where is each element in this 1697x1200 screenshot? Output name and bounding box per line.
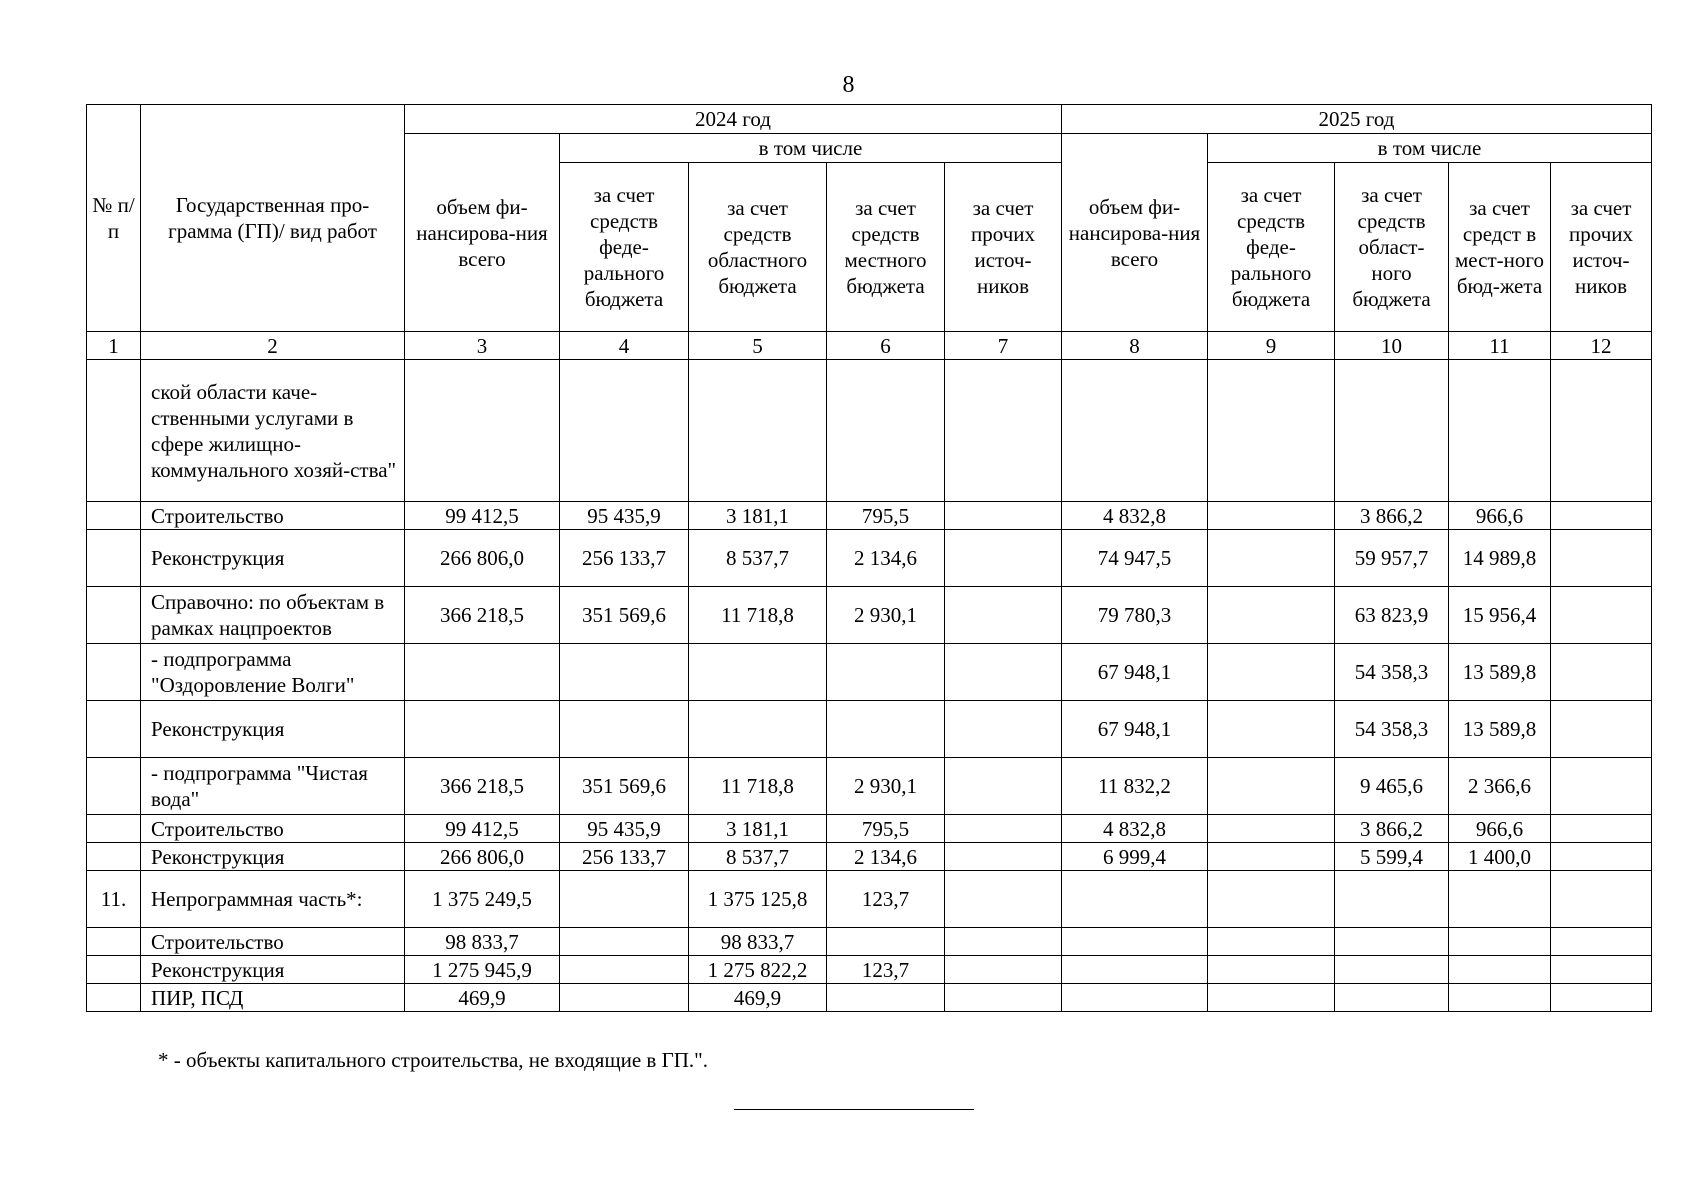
value-cell: 2 930,1 <box>827 587 945 644</box>
table-row <box>87 956 1652 984</box>
value-cell <box>945 644 1062 701</box>
row-name-cell: Справочно: по объектам в рамках нацпроектов <box>141 587 405 644</box>
value-cell <box>560 928 689 956</box>
table-row <box>87 502 1652 530</box>
value-cell <box>827 984 945 1012</box>
value-cell <box>560 644 689 701</box>
header-2025-other: за счет прочих источ-ников <box>1551 163 1652 332</box>
value-cell: 98 833,7 <box>689 928 827 956</box>
table-row <box>87 843 1652 871</box>
value-cell <box>945 587 1062 644</box>
column-number: 10 <box>1335 332 1449 360</box>
value-cell <box>1208 644 1335 701</box>
table-row <box>87 815 1652 843</box>
footnote: * - объекты капитального строительства, не входящие в ГП.". <box>158 1048 708 1072</box>
value-cell: 67 948,1 <box>1062 701 1208 758</box>
value-cell: 256 133,7 <box>560 530 689 587</box>
value-cell: 99 412,5 <box>405 502 560 530</box>
value-cell: 256 133,7 <box>560 843 689 871</box>
value-cell: 266 806,0 <box>405 530 560 587</box>
value-cell: 366 218,5 <box>405 758 560 815</box>
value-cell: 795,5 <box>827 815 945 843</box>
value-cell: 3 866,2 <box>1335 815 1449 843</box>
value-cell <box>1551 530 1652 587</box>
value-cell: 74 947,5 <box>1062 530 1208 587</box>
value-cell <box>945 502 1062 530</box>
value-cell: 3 181,1 <box>689 815 827 843</box>
row-number-cell <box>87 587 141 644</box>
value-cell <box>405 644 560 701</box>
value-cell <box>1335 928 1449 956</box>
value-cell: 98 833,7 <box>405 928 560 956</box>
value-cell: 11 718,8 <box>689 758 827 815</box>
value-cell <box>1208 984 1335 1012</box>
value-cell: 95 435,9 <box>560 815 689 843</box>
value-cell <box>1208 360 1335 502</box>
header-program: Государственная про-грамма (ГП)/ вид работ <box>141 105 405 332</box>
value-cell <box>1208 871 1335 928</box>
row-number-cell <box>87 701 141 758</box>
value-cell <box>945 984 1062 1012</box>
value-cell <box>945 758 1062 815</box>
value-cell <box>1449 871 1551 928</box>
value-cell: 123,7 <box>827 871 945 928</box>
value-cell: 8 537,7 <box>689 530 827 587</box>
header-2024-other: за счет прочих источ-ников <box>945 163 1062 332</box>
row-name-cell: Строительство <box>141 928 405 956</box>
value-cell <box>945 843 1062 871</box>
value-cell <box>1551 928 1652 956</box>
header-2025-federal: за счет средств феде-рального бюджета <box>1208 163 1335 332</box>
column-number: 5 <box>689 332 827 360</box>
column-number: 8 <box>1062 332 1208 360</box>
row-number-cell <box>87 815 141 843</box>
value-cell <box>1062 984 1208 1012</box>
header-year-2025: 2025 год <box>1062 105 1652 134</box>
value-cell <box>1335 956 1449 984</box>
value-cell: 15 956,4 <box>1449 587 1551 644</box>
value-cell <box>1208 502 1335 530</box>
column-number: 4 <box>560 332 689 360</box>
value-cell: 54 358,3 <box>1335 701 1449 758</box>
value-cell: 3 866,2 <box>1335 502 1449 530</box>
value-cell: 469,9 <box>689 984 827 1012</box>
value-cell: 2 134,6 <box>827 843 945 871</box>
value-cell <box>1551 871 1652 928</box>
value-cell: 3 181,1 <box>689 502 827 530</box>
header-year-2024: 2024 год <box>405 105 1062 134</box>
value-cell <box>827 644 945 701</box>
value-cell <box>1208 928 1335 956</box>
row-name-cell: - подпрограмма "Оздоровление Волги" <box>141 644 405 701</box>
row-number-cell <box>87 502 141 530</box>
value-cell: 11 832,2 <box>1062 758 1208 815</box>
row-name-cell: ПИР, ПСД <box>141 984 405 1012</box>
value-cell: 6 999,4 <box>1062 843 1208 871</box>
value-cell: 1 275 945,9 <box>405 956 560 984</box>
value-cell <box>945 928 1062 956</box>
value-cell: 1 400,0 <box>1449 843 1551 871</box>
value-cell: 63 823,9 <box>1335 587 1449 644</box>
row-number-cell <box>87 956 141 984</box>
column-number: 6 <box>827 332 945 360</box>
value-cell: 123,7 <box>827 956 945 984</box>
value-cell: 59 957,7 <box>1335 530 1449 587</box>
value-cell <box>1449 928 1551 956</box>
value-cell <box>1062 360 1208 502</box>
row-number-cell <box>87 758 141 815</box>
value-cell: 966,6 <box>1449 815 1551 843</box>
value-cell <box>560 360 689 502</box>
value-cell: 1 275 822,2 <box>689 956 827 984</box>
row-number-cell <box>87 530 141 587</box>
value-cell <box>1551 758 1652 815</box>
column-number: 2 <box>141 332 405 360</box>
value-cell: 469,9 <box>405 984 560 1012</box>
row-name-cell: Реконструкция <box>141 701 405 758</box>
row-name-cell: Строительство <box>141 815 405 843</box>
row-name-cell: Непрограммная часть*: <box>141 871 405 928</box>
value-cell <box>945 701 1062 758</box>
value-cell <box>945 956 1062 984</box>
header-2024-total: объем фи-нансирова-ния всего <box>405 134 560 332</box>
table-row <box>87 984 1652 1012</box>
page-number: 8 <box>842 72 855 98</box>
value-cell: 351 569,6 <box>560 758 689 815</box>
table-row <box>87 530 1652 587</box>
column-number: 7 <box>945 332 1062 360</box>
value-cell <box>827 701 945 758</box>
table-row <box>87 928 1652 956</box>
column-number: 9 <box>1208 332 1335 360</box>
value-cell <box>1208 843 1335 871</box>
row-name-cell: ской области каче-ственными услугами в сфере жилищно-коммунального хозяй-ства" <box>141 360 405 502</box>
table-row <box>87 360 1652 502</box>
row-name-cell: - подпрограмма "Чистая вода" <box>141 758 405 815</box>
value-cell: 11 718,8 <box>689 587 827 644</box>
column-number: 1 <box>87 332 141 360</box>
value-cell: 266 806,0 <box>405 843 560 871</box>
value-cell: 795,5 <box>827 502 945 530</box>
value-cell: 5 599,4 <box>1335 843 1449 871</box>
value-cell <box>1208 530 1335 587</box>
row-number-cell <box>87 928 141 956</box>
value-cell: 67 948,1 <box>1062 644 1208 701</box>
value-cell <box>1208 815 1335 843</box>
value-cell: 79 780,3 <box>1062 587 1208 644</box>
value-cell: 8 537,7 <box>689 843 827 871</box>
value-cell: 99 412,5 <box>405 815 560 843</box>
value-cell <box>827 928 945 956</box>
value-cell <box>945 360 1062 502</box>
header-2025-total: объем фи-нансирова-ния всего <box>1062 134 1208 332</box>
row-name-cell: Строительство <box>141 502 405 530</box>
row-number-cell: 11. <box>87 871 141 928</box>
value-cell: 4 832,8 <box>1062 815 1208 843</box>
table-row <box>87 644 1652 701</box>
value-cell <box>1551 360 1652 502</box>
value-cell <box>405 360 560 502</box>
header-2025-local: за счет средст в мест-ного бюд-жета <box>1449 163 1551 332</box>
value-cell: 4 832,8 <box>1062 502 1208 530</box>
value-cell: 1 375 249,5 <box>405 871 560 928</box>
row-number-cell <box>87 843 141 871</box>
value-cell <box>1551 956 1652 984</box>
financing-table <box>86 104 1652 1012</box>
value-cell <box>1551 843 1652 871</box>
value-cell: 14 989,8 <box>1449 530 1551 587</box>
value-cell <box>1449 956 1551 984</box>
value-cell: 966,6 <box>1449 502 1551 530</box>
value-cell <box>1335 984 1449 1012</box>
value-cell <box>1551 984 1652 1012</box>
value-cell <box>689 701 827 758</box>
value-cell: 351 569,6 <box>560 587 689 644</box>
value-cell <box>405 701 560 758</box>
row-number-cell <box>87 360 141 502</box>
table-row <box>87 587 1652 644</box>
value-cell: 13 589,8 <box>1449 701 1551 758</box>
value-cell <box>1208 701 1335 758</box>
value-cell: 1 375 125,8 <box>689 871 827 928</box>
value-cell <box>1335 360 1449 502</box>
header-2024-including: в том числе <box>560 134 1062 163</box>
closing-rule <box>734 1109 974 1110</box>
value-cell <box>560 956 689 984</box>
value-cell <box>560 871 689 928</box>
table-row <box>87 701 1652 758</box>
column-number: 11 <box>1449 332 1551 360</box>
value-cell <box>1551 701 1652 758</box>
value-cell <box>945 815 1062 843</box>
value-cell: 2 366,6 <box>1449 758 1551 815</box>
row-name-cell: Реконструкция <box>141 843 405 871</box>
value-cell: 54 358,3 <box>1335 644 1449 701</box>
row-name-cell: Реконструкция <box>141 956 405 984</box>
value-cell: 2 930,1 <box>827 758 945 815</box>
value-cell <box>1551 815 1652 843</box>
value-cell <box>1449 984 1551 1012</box>
value-cell: 2 134,6 <box>827 530 945 587</box>
value-cell <box>945 871 1062 928</box>
value-cell: 366 218,5 <box>405 587 560 644</box>
value-cell <box>1208 956 1335 984</box>
value-cell: 9 465,6 <box>1335 758 1449 815</box>
value-cell <box>827 360 945 502</box>
row-number-cell <box>87 644 141 701</box>
value-cell <box>1551 502 1652 530</box>
value-cell <box>1449 360 1551 502</box>
column-number: 12 <box>1551 332 1652 360</box>
value-cell <box>560 984 689 1012</box>
value-cell: 95 435,9 <box>560 502 689 530</box>
value-cell <box>689 360 827 502</box>
value-cell <box>1062 871 1208 928</box>
table-row <box>87 758 1652 815</box>
header-2025-regional: за счет средств област-ного бюджета <box>1335 163 1449 332</box>
value-cell <box>1208 587 1335 644</box>
header-2025-including: в том числе <box>1208 134 1652 163</box>
value-cell <box>689 644 827 701</box>
row-number-cell <box>87 984 141 1012</box>
value-cell <box>1335 871 1449 928</box>
value-cell <box>1551 587 1652 644</box>
value-cell: 13 589,8 <box>1449 644 1551 701</box>
value-cell <box>1062 928 1208 956</box>
value-cell <box>560 701 689 758</box>
column-number: 3 <box>405 332 560 360</box>
header-num: № п/ п <box>87 105 141 332</box>
header-2024-local: за счет средств местного бюджета <box>827 163 945 332</box>
value-cell <box>1062 956 1208 984</box>
row-name-cell: Реконструкция <box>141 530 405 587</box>
header-2024-federal: за счет средств феде-рального бюджета <box>560 163 689 332</box>
value-cell <box>1551 644 1652 701</box>
table-row <box>87 871 1652 928</box>
value-cell <box>945 530 1062 587</box>
header-2024-regional: за счет средств областного бюджета <box>689 163 827 332</box>
value-cell <box>1208 758 1335 815</box>
